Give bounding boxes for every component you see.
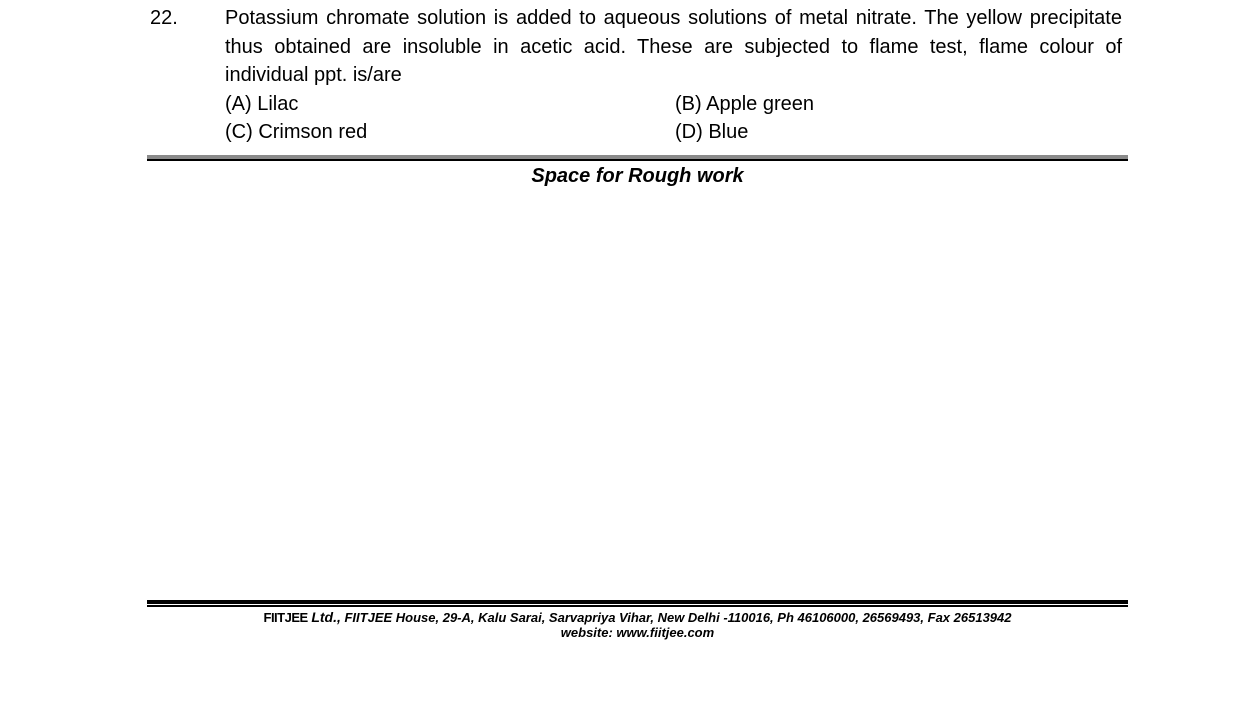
- footer-address-line: [147, 610, 1128, 625]
- footer-website[interactable]: website: www.fiitjee.com: [560, 625, 715, 640]
- page-footer: [147, 610, 1128, 640]
- footer-divider-thin: [147, 605, 1128, 607]
- footer-divider-thick: [147, 600, 1128, 604]
- rough-work-area: [147, 192, 1128, 592]
- rough-work-heading: Space for Rough work: [531, 165, 744, 187]
- footer-address: FIITJEE House, 29-A, Kalu Sarai, Sarvapriya Vihar, New Delhi -110016, Ph 46106000, 26569493, Fax 26513942: [344, 610, 1012, 625]
- option-a[interactable]: (A) Lilac: [225, 92, 299, 115]
- option-b[interactable]: (B) Apple green: [675, 92, 814, 115]
- question-body: [225, 4, 1122, 147]
- option-c[interactable]: (C) Crimson red: [225, 121, 368, 143]
- options-grid: [225, 90, 1122, 147]
- option-d[interactable]: (D) Blue: [675, 121, 749, 143]
- footer-brand: FIITJEE: [263, 610, 308, 625]
- section-divider: [147, 155, 1128, 161]
- footer-ltd: Ltd.,: [311, 609, 341, 625]
- footer-divider: [147, 600, 1128, 607]
- question-text: Potassium chromate solution is added to aqueous solutions of metal nitrate. The yellow precipitate thus obtained are insoluble in acetic acid. These are subjected to flame test, flame colour of individual ppt. is/are: [225, 7, 1122, 86]
- question-number: 22.: [150, 7, 178, 29]
